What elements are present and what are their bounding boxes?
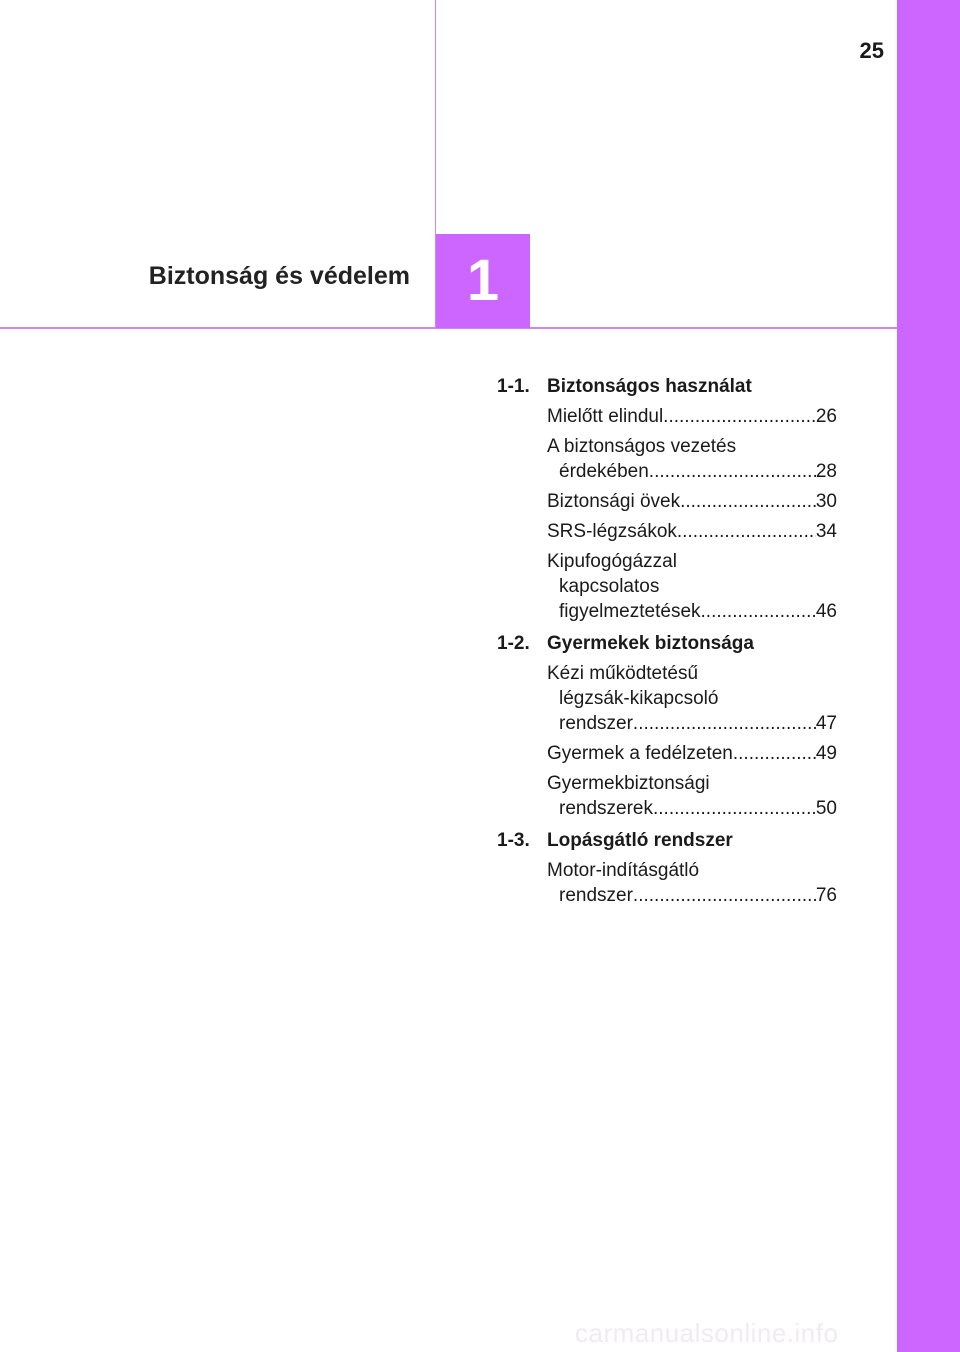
section-title: Biztonságos használat	[547, 376, 752, 397]
toc-entry[interactable]	[547, 519, 837, 544]
section-number: 1-2.	[497, 633, 530, 654]
chapter-number-box	[436, 234, 530, 328]
toc-section-heading[interactable]	[497, 631, 837, 656]
toc-entry[interactable]	[547, 858, 837, 908]
entry-page-number: 47	[815, 713, 837, 734]
section-number: 1-1.	[497, 376, 530, 397]
entry-text-line: Kipufogógázzal	[547, 551, 677, 572]
toc-entry[interactable]	[547, 549, 837, 624]
entry-page-number: 50	[815, 798, 837, 819]
entry-text: figyelmeztetések	[559, 601, 701, 622]
toc-section-heading[interactable]	[497, 374, 837, 399]
toc-entry[interactable]	[547, 771, 837, 821]
entry-page-number: 34	[815, 521, 837, 542]
section-number: 1-3.	[497, 830, 530, 851]
entry-last-line	[547, 796, 837, 821]
entry-text: Gyermek a fedélzeten	[547, 743, 733, 764]
entry-page-number: 76	[815, 885, 837, 906]
entry-text-line: légzsák-kikapcsoló	[559, 688, 719, 709]
entry-text-line: Kézi működtetésű	[547, 663, 699, 684]
entry-last-line	[547, 711, 837, 736]
entry-text: Mielőtt elindul	[547, 406, 664, 427]
dot-leader	[701, 599, 816, 624]
watermark: carmanualsonline.info	[575, 1318, 839, 1348]
entry-text: rendszer	[559, 713, 633, 734]
entry-page-number: 28	[815, 461, 837, 482]
toc-section-heading[interactable]	[497, 828, 837, 853]
dot-leader	[680, 489, 816, 514]
toc-entry[interactable]	[547, 661, 837, 736]
toc-entry[interactable]	[547, 489, 837, 514]
entry-text-line: A biztonságos vezetés	[547, 436, 737, 457]
dot-leader	[633, 883, 816, 908]
entry-page-number: 46	[815, 601, 837, 622]
entry-text-line: Motor-indításgátló	[547, 860, 700, 881]
section-title: Gyermekek biztonsága	[547, 633, 754, 654]
entry-last-line	[547, 883, 837, 908]
entry-page-number: 49	[815, 743, 837, 764]
chapter-side-tab	[897, 0, 960, 1352]
entry-last-line	[547, 599, 837, 624]
dot-leader	[653, 796, 816, 821]
dot-leader	[649, 459, 816, 484]
dot-leader	[663, 404, 816, 429]
entry-page-number: 26	[815, 406, 837, 427]
entry-text-line: kapcsolatos	[559, 576, 660, 597]
dot-leader	[733, 741, 816, 766]
entry-page-number: 30	[815, 491, 837, 512]
chapter-number: 1	[466, 248, 500, 313]
entry-text: érdekében	[559, 461, 649, 482]
entry-last-line	[547, 741, 837, 766]
entry-text: rendszerek	[559, 798, 653, 819]
table-of-contents	[497, 374, 837, 908]
entry-text: Biztonsági övek	[547, 491, 681, 512]
chapter-title: Biztonság és védelem	[148, 262, 410, 290]
entry-text: rendszer	[559, 885, 633, 906]
entry-text: SRS-légzsákok	[547, 521, 677, 542]
toc-entry[interactable]	[547, 404, 837, 429]
entry-last-line	[547, 459, 837, 484]
toc-entry[interactable]	[547, 741, 837, 766]
section-title: Lopásgátló rendszer	[547, 830, 733, 851]
entry-last-line	[547, 519, 837, 544]
entry-text-line: Gyermekbiztonsági	[547, 773, 710, 794]
dot-leader	[633, 711, 816, 736]
dot-leader	[677, 519, 816, 544]
page-number: 25	[859, 38, 884, 63]
entry-last-line	[547, 489, 837, 514]
entry-last-line	[547, 404, 837, 429]
toc-entry[interactable]	[547, 434, 837, 484]
